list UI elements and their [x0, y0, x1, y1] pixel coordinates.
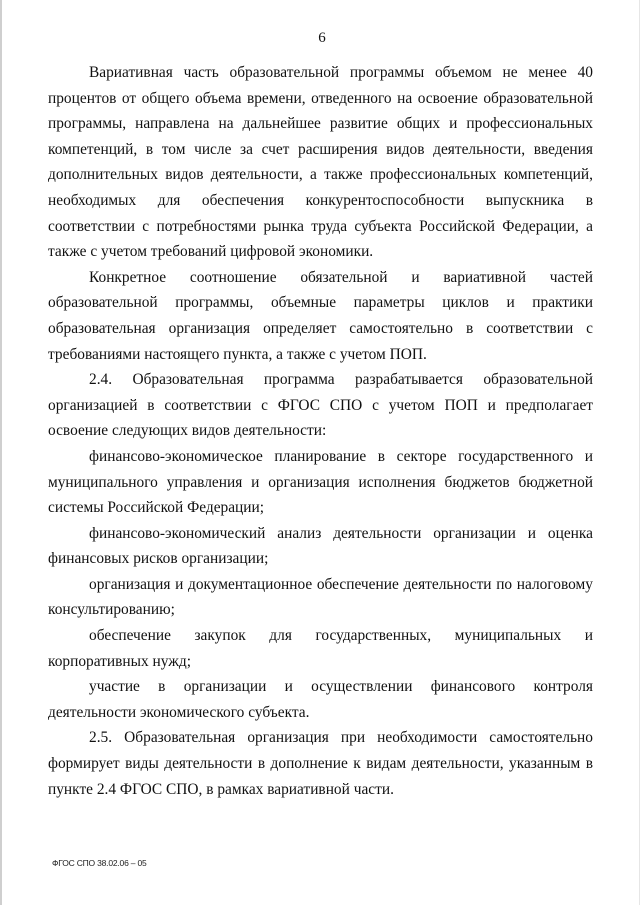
activity-item-financial-control: участие в организации и осуществлении финансового контроля деятельности экономического субъекта. — [48, 678, 593, 721]
document-code-footer: ФГОС СПО 38.02.06 – 05 — [52, 858, 147, 868]
paragraph-2-5: 2.5. Образовательная организация при необходимости самостоятельно формирует виды деятельности в дополнение к видам деятельности, указанным в пункте 2.4 ФГОС СПО, в рамках вариативной части. — [48, 729, 593, 798]
activity-item-planning: финансово-экономическое планирование в секторе государственного и муниципального управления и организация исполнения бюджетов бюджетной системы Российской Федерации; — [48, 447, 593, 517]
page-number: 6 — [318, 30, 326, 46]
document-body — [48, 60, 593, 802]
paragraph-2-4: 2.4. Образовательная программа разрабатывается образовательной организацией в соответствии с ФГОС СПО с учетом ПОП и предполагает освоение следующих видов деятельности: — [48, 371, 593, 440]
activity-item-tax-consulting: организация и документационное обеспечение деятельности по налоговому консультированию; — [48, 575, 593, 619]
paragraph-variable-part: Вариативная часть образовательной программы объемом не менее 40 процентов от общего объема времени, отведенного на освоение образовательной программы, направлена на дальнейшее развитие общих и профессиональных компетенций, в том числе за счет расширения видов деятельности, введения дополнительных видов деятельности, а также профессиональных компетенций, необходимых для обеспечения конкурентоспособности выпускника в соответствии с потребностями рынка труда субъекта Российской Федерации, а также с учетом требований цифровой экономики. — [48, 64, 593, 261]
paragraph-ratio: Конкретное соотношение обязательной и вариативной частей образовательной программы, объемные параметры циклов и практики образовательная организация определяет самостоятельно в соответствии с требованиями настоящего пункта, а также с учетом ПОП. — [48, 268, 593, 363]
activity-item-analysis: финансово-экономический анализ деятельности организации и оценка финансовых рисков организации; — [48, 524, 593, 568]
activity-item-procurement: обеспечение закупок для государственных, муниципальных и корпоративных нужд; — [48, 627, 593, 670]
